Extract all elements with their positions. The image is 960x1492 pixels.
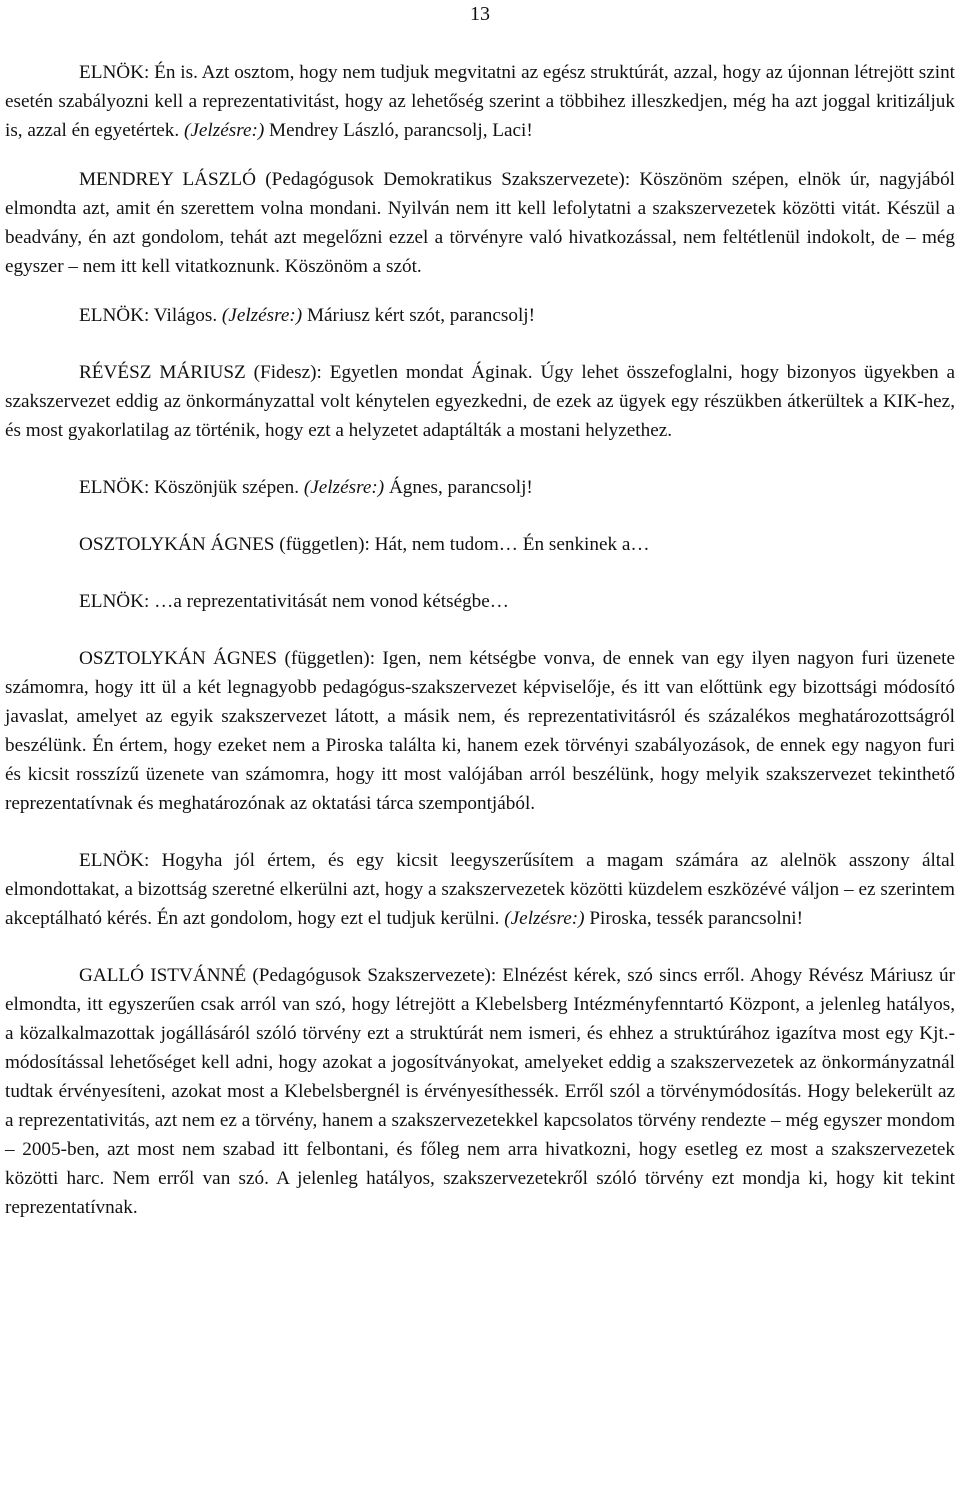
paragraph-text: ELNÖK: Világos. bbox=[79, 305, 222, 326]
paragraph-text: Ágnes, parancsolj! bbox=[384, 477, 533, 498]
paragraph-elnok-1 bbox=[5, 58, 955, 145]
paragraph-text: Piroska, tessék parancsolni! bbox=[584, 908, 804, 929]
paragraph-text: Máriusz kért szót, parancsolj! bbox=[302, 305, 536, 326]
stage-direction: (Jelzésre:) bbox=[221, 305, 303, 326]
paragraph-text: ELNÖK: Hogyha jól értem, és egy kicsit leegyszerűsítem a magam számára az alelnök asszony által elmondottakat, a bizottság szeretné elkerülni azt, hogy a szakszervezetek közötti küzdelem eszközévé váljon – ez szerintem akceptálható kérés. Én azt gondolom, hogy ezt el tudjuk kerülni. bbox=[5, 850, 955, 929]
paragraph-elnok-3 bbox=[5, 473, 955, 502]
paragraph-elnok-5 bbox=[5, 846, 955, 933]
paragraph-gallo bbox=[5, 961, 955, 1222]
paragraph-reves bbox=[5, 358, 955, 445]
paragraph-elnok-4 bbox=[5, 587, 955, 616]
paragraph-text: OSZTOLYKÁN ÁGNES (független): Hát, nem tudom… Én senkinek a… bbox=[79, 534, 650, 555]
paragraph-text: MENDREY LÁSZLÓ (Pedagógusok Demokratikus Szakszervezete): Köszönöm szépen, elnök úr, nagyjából elmondta azt, amit én szerettem volna mondani. Nyilván nem itt kell lefolytatni a szakszervezetek közötti vitát. Készül a beadvány, én azt gondolom, tehát azt megelőzni ezzel a törvényre való hivatkozással, nem feltétlenül indokolt, de – még egyszer – nem itt kell vitatkoznunk. Köszönöm a szót. bbox=[5, 169, 955, 277]
paragraph-text: ELNÖK: Köszönjük szépen. bbox=[79, 477, 304, 498]
paragraph-mendrey bbox=[5, 165, 955, 281]
stage-direction: (Jelzésre:) bbox=[303, 477, 385, 498]
paragraph-text: ELNÖK: Én is. Azt osztom, hogy nem tudjuk megvitatni az egész struktúrát, azzal, hogy az újonnan létrejött szint esetén szabályozni kell a reprezentativitást, hogy az lehetőség szerint a többihez illeszkedjen, még ha azt joggal kritizáljuk is, azzal én egyetértek. bbox=[5, 62, 955, 141]
paragraph-text: OSZTOLYKÁN ÁGNES (független): Igen, nem kétségbe vonva, de ennek van egy ilyen nagyon furi üzenete számomra, hogy itt ül a két legnagyobb pedagógus-szakszervezet képviselője, és itt van előttünk egy bizottsági módosító javaslat, amelyet az egyik szakszervezet látott, a másik nem, és reprezentativitásról és százalékos meghatározottságról beszélünk. Én értem, hogy ezeket nem a Piroska találta ki, hanem ezek törvényi szabályozások, de ennek egy nagyon furi és kicsit rosszízű üzenete van számomra, hogy itt most valójában arról beszélünk, hogy melyik szakszervezet tekinthető reprezentatívnak és meghatározónak az oktatási tárca szempontjából. bbox=[5, 648, 955, 814]
stage-direction: (Jelzésre:) bbox=[504, 908, 585, 929]
stage-direction: (Jelzésre:) bbox=[183, 120, 265, 141]
page-number: 13 bbox=[470, 3, 490, 25]
paragraph-text: RÉVÉSZ MÁRIUSZ (Fidesz): Egyetlen mondat Áginak. Úgy lehet összefoglalni, hogy bizonyos ügyekben a szakszervezet eddig az önkormányzattal volt kénytelen egyezkedni, de ezek az ügyek egy részükben átkerültek a KIK-hez, és most gyakorlatilag az történik, hogy ezt a helyzetet adaptálták a mostani helyzethez. bbox=[5, 362, 955, 441]
paragraph-text: ELNÖK: …a reprezentativitását nem vonod kétségbe… bbox=[79, 591, 509, 612]
paragraph-text: GALLÓ ISTVÁNNÉ (Pedagógusok Szakszervezete): Elnézést kérek, szó sincs erről. Ahogy Révész Máriusz úr elmondta, itt egyszerűen csak arról van szó, hogy létrejött a Klebelsberg Intézményfenntartó Központ, a jelenleg hatályos, a közalkalmazottak jogállásáról szóló törvény ezt a struktúrát nem ismeri, és ehhez a struktúrához igazítva most egy Kjt.-módosítással lehetőséget kell adni, hogy azokat a jogosítványokat, amelyeket eddig a szakszervezetek az önkormányzatnál tudtak érvényesíteni, azokat most a Klebelsbergnél is érvényesíthessék. Erről szól a törvénymódosítás. Hogy belekerült az a reprezentativitás, azt nem ez a törvény, hanem a szakszervezetekkel kapcsolatos törvény rendezte – még egyszer mondom – 2005-ben, azt most nem szabad itt felbontani, és főleg nem arra hivatkozni, hogy esetleg ez most a szakszervezetek közötti harc. Nem erről van szó. A jelenleg hatályos, szakszervezetekről szóló törvény ezt mondja ki, hogy kit tekint reprezentatívnak. bbox=[5, 965, 955, 1218]
paragraph-text: Mendrey László, parancsolj, Laci! bbox=[264, 120, 533, 141]
paragraph-osztolykan-2 bbox=[5, 644, 955, 818]
document-body bbox=[5, 58, 955, 1222]
paragraph-osztolykan-1 bbox=[5, 530, 955, 559]
paragraph-elnok-2 bbox=[5, 301, 955, 330]
